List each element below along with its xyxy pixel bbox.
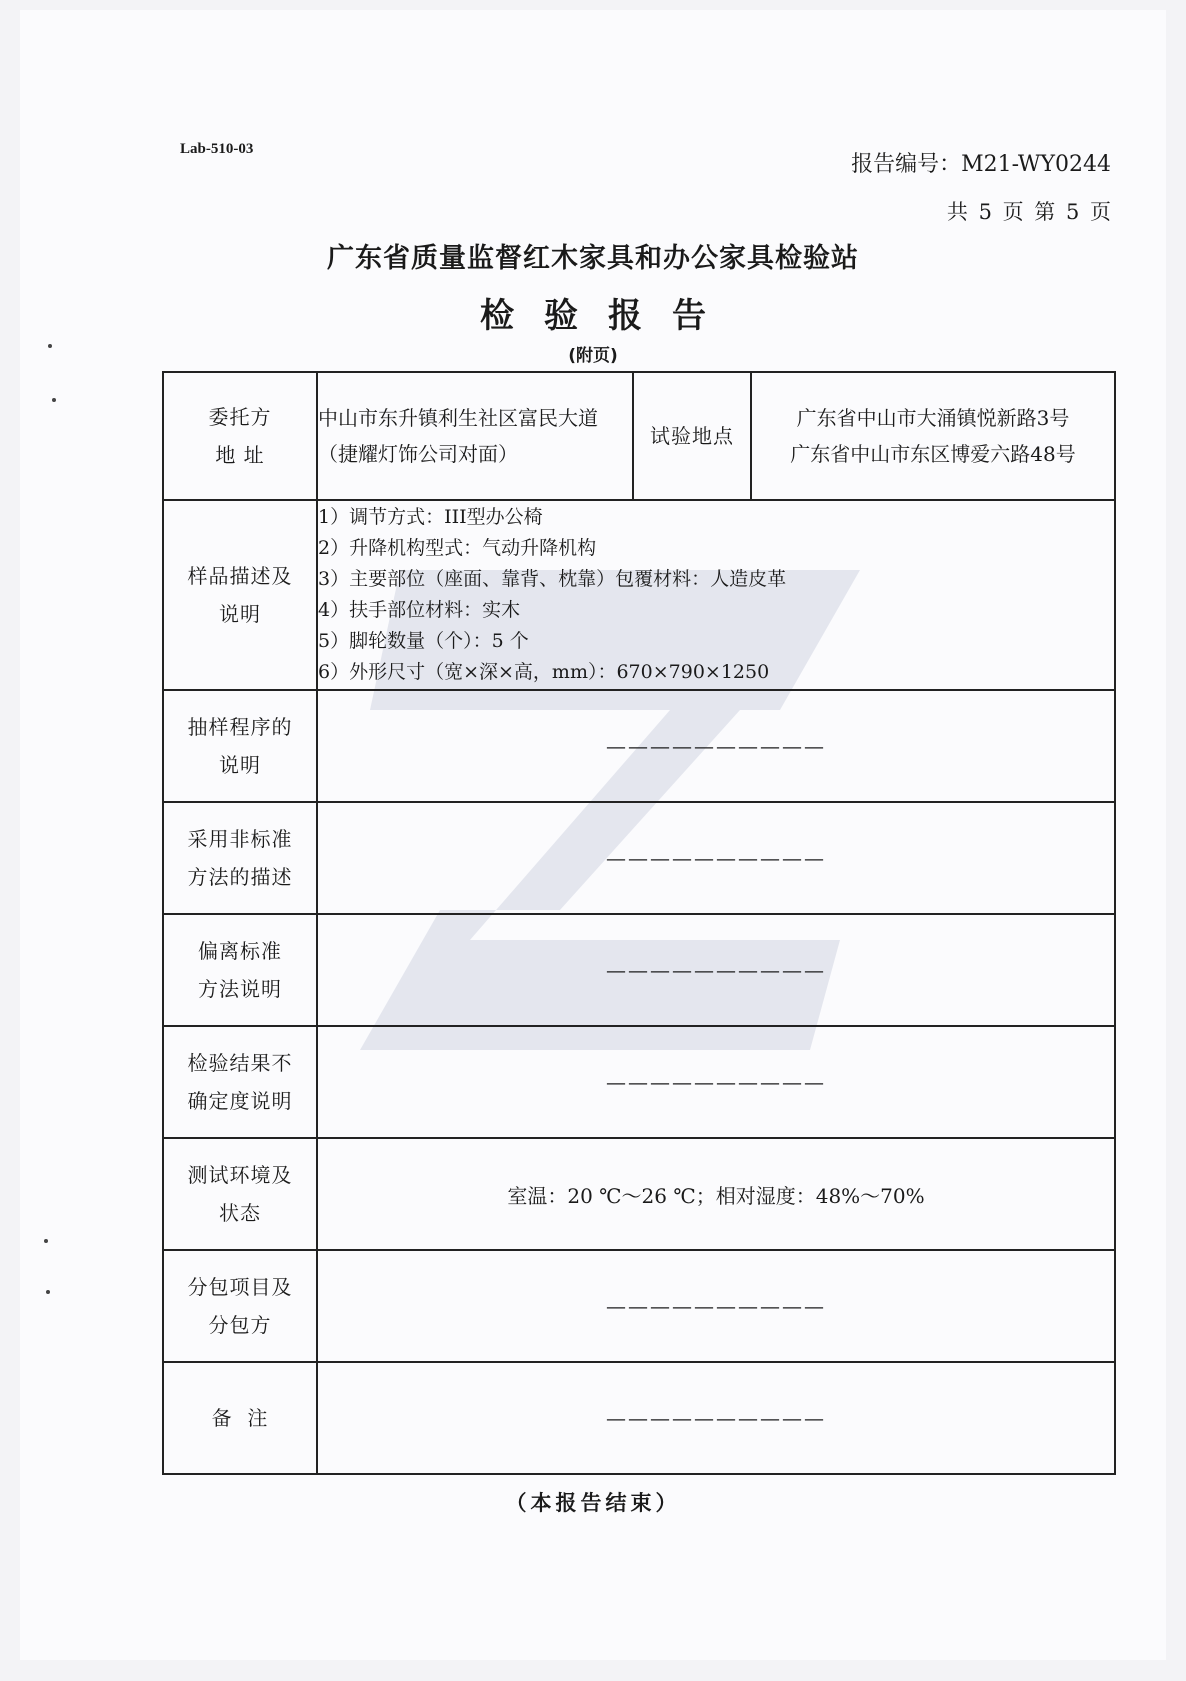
uncertainty-label: 检验结果不 确定度说明	[163, 1026, 317, 1138]
table-row	[163, 1362, 1115, 1474]
sample-item: 6）外形尺寸（宽×深×高，mm）：670×790×1250	[318, 661, 770, 683]
end-of-report: （本报告结束）	[505, 1490, 681, 1515]
sample-item: 2）升降机构型式：气动升降机构	[318, 537, 597, 559]
page-info: 共 5 页 第 5 页	[946, 200, 1111, 224]
scan-speck	[46, 1290, 50, 1294]
client-address-label: 委托方 地 址	[163, 372, 317, 500]
environment-label: 测试环境及 状态	[163, 1138, 317, 1250]
report-table	[162, 371, 1116, 1475]
scan-speck	[52, 398, 56, 402]
table-row	[163, 1138, 1115, 1250]
deviation-value: ——————————	[317, 914, 1115, 1026]
organization-name: 广东省质量监督红木家具和办公家具检验站	[327, 243, 859, 274]
test-location-label: 试验地点	[633, 372, 751, 500]
sample-label: 样品描述及 说明	[163, 500, 317, 690]
sample-item: 3）主要部位（座面、靠背、枕靠）包覆材料：人造皮革	[318, 568, 787, 590]
nonstandard-method-value: ——————————	[317, 802, 1115, 914]
sample-item: 1）调节方式：III型办公椅	[318, 506, 543, 528]
sample-description	[317, 500, 1115, 690]
table-row	[163, 500, 1115, 690]
environment-value: 室温：20 ℃～26 ℃；相对湿度：48%～70%	[317, 1138, 1115, 1250]
sample-item: 5）脚轮数量（个）：5 个	[318, 630, 529, 652]
remarks-value: ——————————	[317, 1362, 1115, 1474]
test-location-line-1: 广东省中山市大涌镇悦新路3号	[796, 406, 1070, 430]
subcontract-label: 分包项目及 分包方	[163, 1250, 317, 1362]
report-number: 报告编号：M21-WY0244	[851, 152, 1111, 177]
table-row	[163, 690, 1115, 802]
deviation-label: 偏离标准 方法说明	[163, 914, 317, 1026]
table-row	[163, 1250, 1115, 1362]
table-row	[163, 914, 1115, 1026]
report-subtitle: (附页)	[568, 346, 618, 366]
sampling-label: 抽样程序的 说明	[163, 690, 317, 802]
test-location-line-2: 广东省中山市东区博爱六路48号	[790, 442, 1076, 466]
sampling-value: ——————————	[317, 690, 1115, 802]
uncertainty-value: ——————————	[317, 1026, 1115, 1138]
client-address-value: 中山市东升镇利生社区富民大道（捷耀灯饰公司对面）	[317, 372, 633, 500]
scan-speck	[44, 1239, 48, 1243]
nonstandard-method-label: 采用非标准 方法的描述	[163, 802, 317, 914]
remarks-label: 备 注	[163, 1362, 317, 1474]
report-title: 检验报告	[480, 296, 736, 336]
scan-speck	[48, 344, 52, 348]
lab-code: Lab-510-03	[180, 141, 254, 157]
table-row	[163, 802, 1115, 914]
subcontract-value: ——————————	[317, 1250, 1115, 1362]
table-row	[163, 372, 1115, 500]
test-location-value	[751, 372, 1115, 500]
sample-item: 4）扶手部位材料：实木	[318, 599, 521, 621]
table-row	[163, 1026, 1115, 1138]
